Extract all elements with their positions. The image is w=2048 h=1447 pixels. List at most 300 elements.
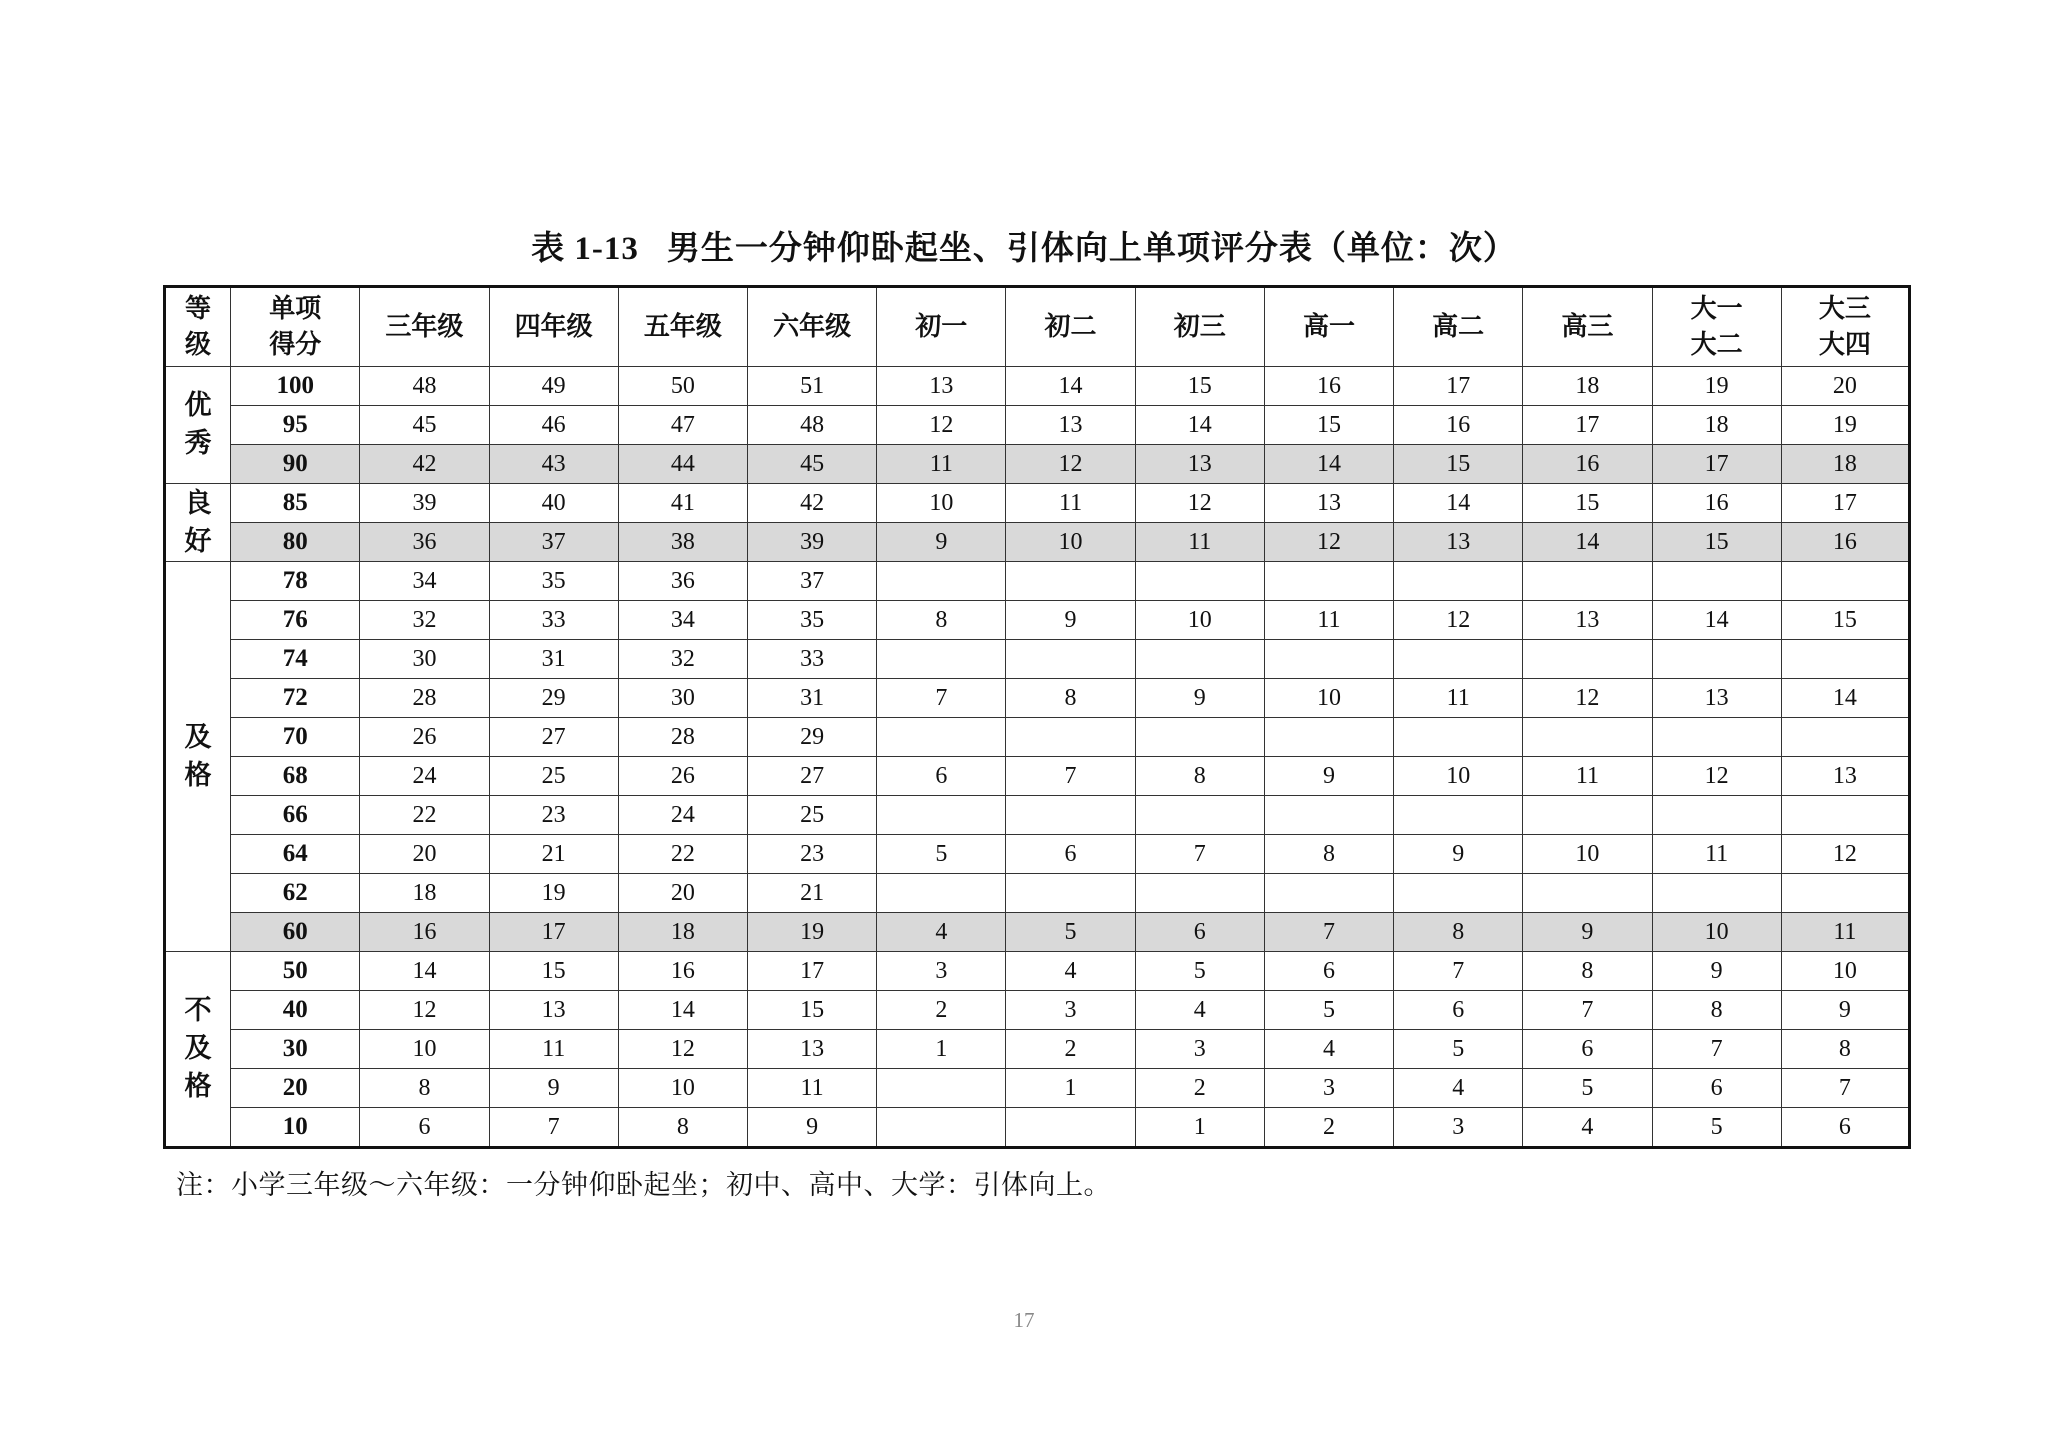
table-note: 注：小学三年级～六年级：一分钟仰卧起坐；初中、高中、大学：引体向上。: [176, 1170, 1111, 1201]
value-cell: 10: [1264, 679, 1393, 718]
value-cell: 3: [1006, 991, 1135, 1030]
value-cell: 50: [618, 367, 747, 406]
value-cell: 20: [360, 835, 489, 874]
value-cell: 29: [747, 718, 876, 757]
value-cell: 11: [747, 1069, 876, 1108]
value-cell: 5: [1394, 1030, 1523, 1069]
value-cell: 13: [1264, 484, 1393, 523]
value-cell: 17: [1394, 367, 1523, 406]
grade-cell: 及 格: [165, 562, 231, 952]
table-row: [165, 640, 1910, 679]
value-cell: 11: [1394, 679, 1523, 718]
value-cell: 9: [1394, 835, 1523, 874]
table-row: [165, 367, 1910, 406]
value-cell: 10: [1523, 835, 1652, 874]
value-cell: [1394, 874, 1523, 913]
value-cell: 16: [1523, 445, 1652, 484]
value-cell: 1: [1006, 1069, 1135, 1108]
value-cell: 11: [489, 1030, 618, 1069]
value-cell: 2: [1264, 1108, 1393, 1148]
value-cell: 9: [1135, 679, 1264, 718]
score-cell: 40: [231, 991, 360, 1030]
page-number: 17: [1013, 1308, 1035, 1332]
value-cell: [1652, 796, 1781, 835]
value-cell: 18: [360, 874, 489, 913]
value-cell: 31: [489, 640, 618, 679]
value-cell: 12: [1781, 835, 1909, 874]
value-cell: [1006, 562, 1135, 601]
table-row: [165, 679, 1910, 718]
score-cell: 95: [231, 406, 360, 445]
value-cell: 11: [1006, 484, 1135, 523]
value-cell: 19: [747, 913, 876, 952]
value-cell: 11: [877, 445, 1006, 484]
value-cell: 16: [1781, 523, 1909, 562]
value-cell: 6: [1006, 835, 1135, 874]
header-grade-text: 等 级: [185, 294, 212, 360]
value-cell: 17: [747, 952, 876, 991]
header-senior3: 高三: [1523, 287, 1652, 367]
table-row: [165, 913, 1910, 952]
value-cell: 37: [747, 562, 876, 601]
value-cell: 36: [618, 562, 747, 601]
value-cell: 36: [360, 523, 489, 562]
value-cell: 35: [747, 601, 876, 640]
value-cell: [1523, 718, 1652, 757]
value-cell: 18: [1781, 445, 1909, 484]
value-cell: [1006, 1108, 1135, 1148]
value-cell: 5: [877, 835, 1006, 874]
value-cell: 9: [1652, 952, 1781, 991]
grade-cell: 不 及 格: [165, 952, 231, 1148]
value-cell: 27: [489, 718, 618, 757]
value-cell: 5: [1523, 1069, 1652, 1108]
value-cell: 5: [1652, 1108, 1781, 1148]
value-cell: 12: [1135, 484, 1264, 523]
value-cell: 14: [1652, 601, 1781, 640]
value-cell: [1781, 796, 1909, 835]
value-cell: 15: [1394, 445, 1523, 484]
value-cell: [1523, 874, 1652, 913]
header-grade4: 四年级: [489, 287, 618, 367]
value-cell: 17: [1781, 484, 1909, 523]
table-row: [165, 835, 1910, 874]
value-cell: 7: [1006, 757, 1135, 796]
header-grade: [165, 287, 231, 367]
value-cell: 42: [360, 445, 489, 484]
value-cell: 39: [360, 484, 489, 523]
value-cell: 9: [1523, 913, 1652, 952]
value-cell: [1781, 874, 1909, 913]
value-cell: 21: [489, 835, 618, 874]
value-cell: 14: [1264, 445, 1393, 484]
value-cell: 9: [1006, 601, 1135, 640]
value-cell: 17: [1523, 406, 1652, 445]
value-cell: 31: [747, 679, 876, 718]
value-cell: 14: [1006, 367, 1135, 406]
value-cell: [1006, 718, 1135, 757]
value-cell: 7: [1264, 913, 1393, 952]
value-cell: 13: [877, 367, 1006, 406]
value-cell: 10: [618, 1069, 747, 1108]
value-cell: 1: [1135, 1108, 1264, 1148]
value-cell: [1652, 562, 1781, 601]
value-cell: [1523, 796, 1652, 835]
value-cell: 8: [1006, 679, 1135, 718]
header-grade6: 六年级: [747, 287, 876, 367]
value-cell: [877, 1069, 1006, 1108]
table-row: [165, 445, 1910, 484]
value-cell: 13: [489, 991, 618, 1030]
value-cell: [1394, 796, 1523, 835]
value-cell: 4: [877, 913, 1006, 952]
value-cell: 15: [1781, 601, 1909, 640]
value-cell: 13: [1135, 445, 1264, 484]
value-cell: 16: [618, 952, 747, 991]
value-cell: 42: [747, 484, 876, 523]
value-cell: 12: [1394, 601, 1523, 640]
table-row: [165, 718, 1910, 757]
value-cell: [1135, 874, 1264, 913]
table-title-text: 男生一分钟仰卧起坐、引体向上单项评分表（单位：次）: [666, 228, 1517, 267]
value-cell: 14: [618, 991, 747, 1030]
value-cell: 6: [1135, 913, 1264, 952]
value-cell: 8: [618, 1108, 747, 1148]
value-cell: 14: [1135, 406, 1264, 445]
value-cell: 6: [877, 757, 1006, 796]
value-cell: 10: [877, 484, 1006, 523]
value-cell: 3: [1394, 1108, 1523, 1148]
score-cell: 76: [231, 601, 360, 640]
value-cell: 25: [489, 757, 618, 796]
value-cell: 9: [747, 1108, 876, 1148]
value-cell: [1781, 562, 1909, 601]
value-cell: 8: [1135, 757, 1264, 796]
table-row: [165, 952, 1910, 991]
value-cell: 44: [618, 445, 747, 484]
table-row: [165, 523, 1910, 562]
value-cell: 41: [618, 484, 747, 523]
value-cell: [1523, 640, 1652, 679]
header-senior2: 高二: [1394, 287, 1523, 367]
value-cell: 40: [489, 484, 618, 523]
header-row: [165, 287, 1910, 367]
value-cell: 45: [360, 406, 489, 445]
value-cell: 4: [1523, 1108, 1652, 1148]
value-cell: 30: [618, 679, 747, 718]
table-row: [165, 562, 1910, 601]
value-cell: 34: [618, 601, 747, 640]
value-cell: 24: [618, 796, 747, 835]
value-cell: [1264, 874, 1393, 913]
score-cell: 72: [231, 679, 360, 718]
value-cell: 8: [1264, 835, 1393, 874]
value-cell: 5: [1135, 952, 1264, 991]
score-cell: 62: [231, 874, 360, 913]
value-cell: 18: [618, 913, 747, 952]
table-row: [165, 757, 1910, 796]
score-cell: 70: [231, 718, 360, 757]
value-cell: 22: [618, 835, 747, 874]
value-cell: 48: [360, 367, 489, 406]
value-cell: 17: [489, 913, 618, 952]
score-cell: 68: [231, 757, 360, 796]
value-cell: 9: [489, 1069, 618, 1108]
value-cell: 14: [360, 952, 489, 991]
value-cell: 4: [1264, 1030, 1393, 1069]
value-cell: 15: [1264, 406, 1393, 445]
value-cell: 8: [1652, 991, 1781, 1030]
value-cell: 10: [1394, 757, 1523, 796]
header-grade5: 五年级: [618, 287, 747, 367]
value-cell: [877, 874, 1006, 913]
value-cell: 7: [1135, 835, 1264, 874]
table-number: 表 1-13: [531, 231, 639, 267]
value-cell: 11: [1781, 913, 1909, 952]
value-cell: [1135, 562, 1264, 601]
value-cell: [1652, 718, 1781, 757]
value-cell: 2: [1006, 1030, 1135, 1069]
table-row: [165, 601, 1910, 640]
value-cell: 14: [1394, 484, 1523, 523]
value-cell: 22: [360, 796, 489, 835]
score-cell: 78: [231, 562, 360, 601]
value-cell: 10: [1135, 601, 1264, 640]
value-cell: 13: [1394, 523, 1523, 562]
value-cell: 6: [1781, 1108, 1909, 1148]
value-cell: 21: [747, 874, 876, 913]
value-cell: 12: [877, 406, 1006, 445]
value-cell: [877, 796, 1006, 835]
header-grade3: 三年级: [360, 287, 489, 367]
value-cell: 7: [1394, 952, 1523, 991]
value-cell: 12: [1652, 757, 1781, 796]
table-row: [165, 796, 1910, 835]
score-cell: 80: [231, 523, 360, 562]
value-cell: 12: [618, 1030, 747, 1069]
value-cell: 7: [1523, 991, 1652, 1030]
value-cell: 13: [1006, 406, 1135, 445]
value-cell: [1264, 640, 1393, 679]
score-cell: 100: [231, 367, 360, 406]
score-cell: 85: [231, 484, 360, 523]
value-cell: 15: [1135, 367, 1264, 406]
value-cell: 3: [1135, 1030, 1264, 1069]
value-cell: 10: [1006, 523, 1135, 562]
value-cell: 15: [1523, 484, 1652, 523]
value-cell: 7: [1652, 1030, 1781, 1069]
header-college34: [1781, 287, 1909, 367]
value-cell: 8: [1394, 913, 1523, 952]
table-row: [165, 1030, 1910, 1069]
value-cell: 23: [747, 835, 876, 874]
value-cell: 2: [1135, 1069, 1264, 1108]
value-cell: 3: [1264, 1069, 1393, 1108]
value-cell: [1135, 640, 1264, 679]
value-cell: 19: [1652, 367, 1781, 406]
value-cell: 11: [1135, 523, 1264, 562]
value-cell: 18: [1652, 406, 1781, 445]
value-cell: [1781, 718, 1909, 757]
value-cell: 8: [1781, 1030, 1909, 1069]
value-cell: 9: [1781, 991, 1909, 1030]
value-cell: 20: [1781, 367, 1909, 406]
header-score-text: 单项 得分: [269, 294, 322, 360]
table-row: [165, 406, 1910, 445]
value-cell: 4: [1135, 991, 1264, 1030]
value-cell: 13: [1781, 757, 1909, 796]
header-junior1: 初一: [877, 287, 1006, 367]
value-cell: 49: [489, 367, 618, 406]
table-row: [165, 991, 1910, 1030]
value-cell: 25: [747, 796, 876, 835]
grade-cell: 优 秀: [165, 367, 231, 484]
value-cell: [1394, 562, 1523, 601]
value-cell: 33: [489, 601, 618, 640]
value-cell: 14: [1523, 523, 1652, 562]
value-cell: [1523, 562, 1652, 601]
value-cell: 19: [489, 874, 618, 913]
score-cell: 66: [231, 796, 360, 835]
value-cell: [1652, 874, 1781, 913]
score-cell: 90: [231, 445, 360, 484]
value-cell: [1781, 640, 1909, 679]
header-senior1: 高一: [1264, 287, 1393, 367]
value-cell: 33: [747, 640, 876, 679]
header-college12-text: 大一 大二: [1690, 294, 1743, 360]
value-cell: [877, 1108, 1006, 1148]
value-cell: 12: [1264, 523, 1393, 562]
value-cell: 34: [360, 562, 489, 601]
value-cell: 6: [360, 1108, 489, 1148]
score-cell: 50: [231, 952, 360, 991]
value-cell: 10: [1781, 952, 1909, 991]
value-cell: [1006, 796, 1135, 835]
value-cell: 1: [877, 1030, 1006, 1069]
value-cell: 26: [618, 757, 747, 796]
value-cell: 11: [1652, 835, 1781, 874]
value-cell: 46: [489, 406, 618, 445]
value-cell: [1264, 562, 1393, 601]
header-score: [231, 287, 360, 367]
value-cell: 19: [1781, 406, 1909, 445]
table-row: [165, 484, 1910, 523]
value-cell: 35: [489, 562, 618, 601]
value-cell: 15: [489, 952, 618, 991]
value-cell: [1264, 718, 1393, 757]
value-cell: [1135, 718, 1264, 757]
value-cell: [1006, 874, 1135, 913]
value-cell: 7: [489, 1108, 618, 1148]
value-cell: 16: [360, 913, 489, 952]
value-cell: 30: [360, 640, 489, 679]
value-cell: 18: [1523, 367, 1652, 406]
table-title: [0, 222, 2048, 269]
value-cell: 13: [1523, 601, 1652, 640]
grade-cell: 良 好: [165, 484, 231, 562]
table-row: [165, 1069, 1910, 1108]
value-cell: 2: [877, 991, 1006, 1030]
value-cell: 16: [1264, 367, 1393, 406]
value-cell: [1394, 640, 1523, 679]
score-cell: 30: [231, 1030, 360, 1069]
value-cell: 13: [747, 1030, 876, 1069]
value-cell: 6: [1652, 1069, 1781, 1108]
value-cell: 28: [618, 718, 747, 757]
value-cell: 8: [360, 1069, 489, 1108]
value-cell: [1135, 796, 1264, 835]
value-cell: 15: [747, 991, 876, 1030]
value-cell: 39: [747, 523, 876, 562]
value-cell: 7: [1781, 1069, 1909, 1108]
value-cell: 32: [618, 640, 747, 679]
value-cell: 10: [1652, 913, 1781, 952]
header-junior2: 初二: [1006, 287, 1135, 367]
value-cell: 20: [618, 874, 747, 913]
score-table: [163, 285, 1911, 1149]
value-cell: 27: [747, 757, 876, 796]
value-cell: [877, 562, 1006, 601]
value-cell: 12: [1006, 445, 1135, 484]
value-cell: 47: [618, 406, 747, 445]
value-cell: 24: [360, 757, 489, 796]
value-cell: 9: [877, 523, 1006, 562]
value-cell: 15: [1652, 523, 1781, 562]
value-cell: 4: [1006, 952, 1135, 991]
value-cell: 6: [1264, 952, 1393, 991]
value-cell: 38: [618, 523, 747, 562]
value-cell: 48: [747, 406, 876, 445]
value-cell: 8: [877, 601, 1006, 640]
value-cell: [1652, 640, 1781, 679]
table-row: [165, 1108, 1910, 1148]
value-cell: 8: [1523, 952, 1652, 991]
value-cell: 4: [1394, 1069, 1523, 1108]
value-cell: 9: [1264, 757, 1393, 796]
value-cell: 16: [1652, 484, 1781, 523]
value-cell: 5: [1264, 991, 1393, 1030]
value-cell: [877, 718, 1006, 757]
value-cell: 7: [877, 679, 1006, 718]
value-cell: [1394, 718, 1523, 757]
value-cell: [877, 640, 1006, 679]
value-cell: 17: [1652, 445, 1781, 484]
value-cell: 43: [489, 445, 618, 484]
value-cell: 45: [747, 445, 876, 484]
value-cell: 12: [360, 991, 489, 1030]
value-cell: 51: [747, 367, 876, 406]
value-cell: [1006, 640, 1135, 679]
value-cell: 28: [360, 679, 489, 718]
value-cell: 14: [1781, 679, 1909, 718]
value-cell: 11: [1523, 757, 1652, 796]
value-cell: 13: [1652, 679, 1781, 718]
score-cell: 60: [231, 913, 360, 952]
header-college34-text: 大三 大四: [1818, 294, 1871, 360]
value-cell: 6: [1394, 991, 1523, 1030]
value-cell: 3: [877, 952, 1006, 991]
score-cell: 74: [231, 640, 360, 679]
value-cell: 10: [360, 1030, 489, 1069]
score-cell: 64: [231, 835, 360, 874]
value-cell: 29: [489, 679, 618, 718]
value-cell: 6: [1523, 1030, 1652, 1069]
value-cell: 12: [1523, 679, 1652, 718]
value-cell: 23: [489, 796, 618, 835]
value-cell: 37: [489, 523, 618, 562]
value-cell: 11: [1264, 601, 1393, 640]
value-cell: 26: [360, 718, 489, 757]
